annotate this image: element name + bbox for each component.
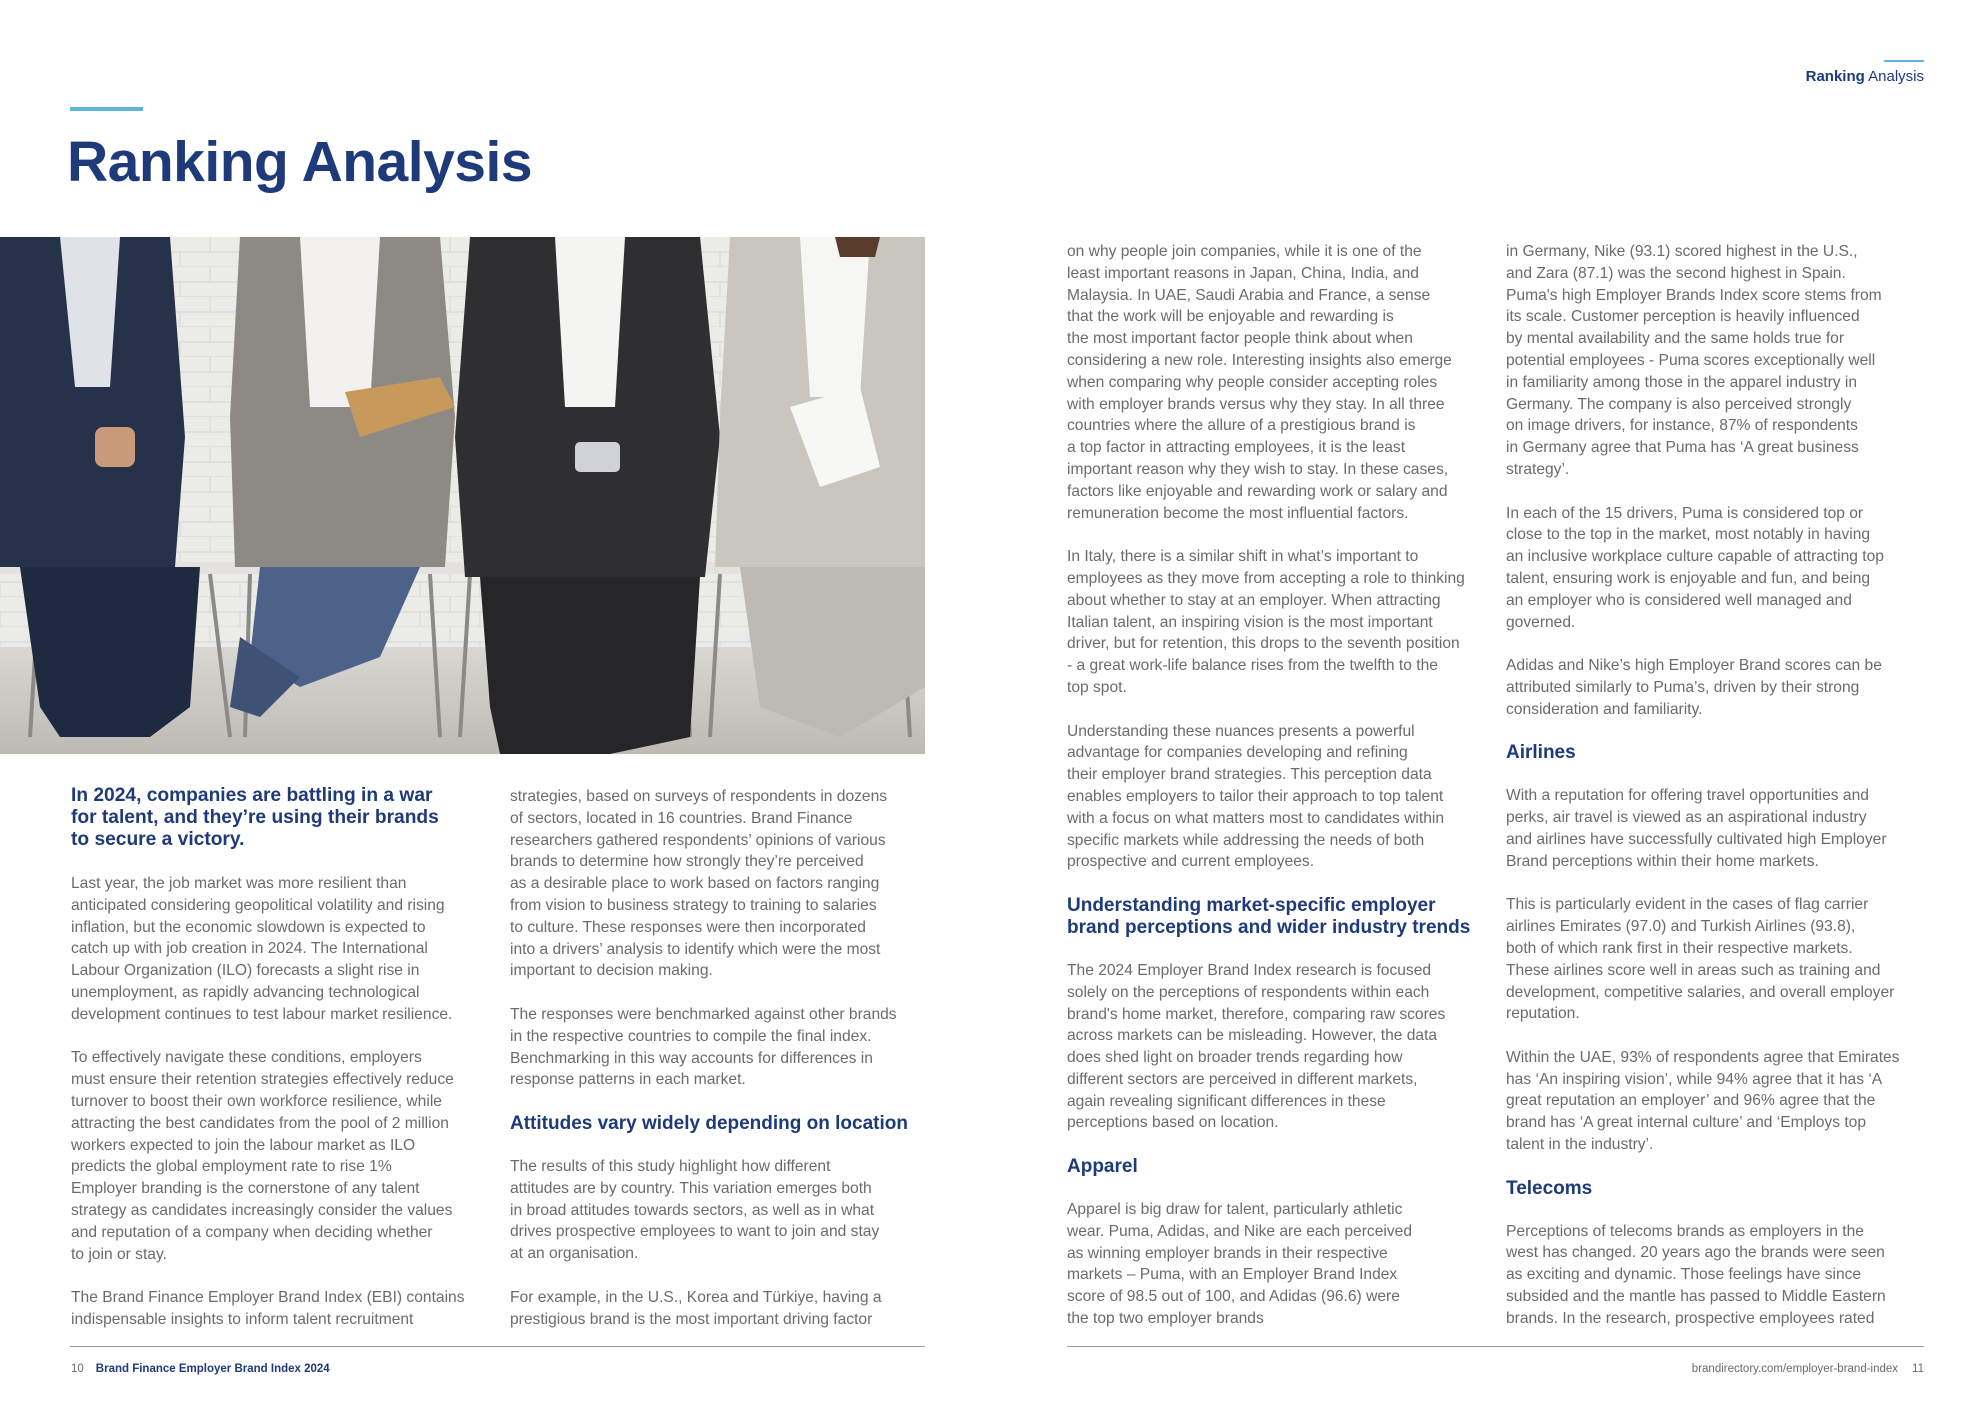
text-column-1 (71, 785, 491, 1331)
footer-left (71, 1363, 330, 1375)
paragraph: The 2024 Employer Brand Index research is focused solely on the perceptions of respondents within each brand's home market, therefore, comparing raw scores across markets can be misleading. However, the data does shed light on broader trends regarding how different sectors are perceived in different markets, again revealing significant differences in these perceptions based on location. (1067, 961, 1446, 1132)
lead-paragraph: In 2024, companies are battling in a war for talent, and they’re using their brands to secure a victory. (71, 785, 439, 850)
paragraph: Last year, the job market was more resilient than anticipated considering geopolitical volatility and rising inflation, but the economic slowdown is expected to catch up with job creation in 2024. The International Labour Organization (ILO) forecasts a slight rise in unemployment, as rapidly advancing technological development continues to test labour market resilience. (71, 875, 453, 1023)
section-heading: Apparel (1067, 1156, 1138, 1178)
paragraph: The results of this study highlight how different attitudes are by country. This variation emerges both in broad attitudes towards sectors, as well as in what drives prospective employees to want to join and stay at an organisation. (510, 1157, 880, 1263)
paragraph: With a reputation for offering travel opportunities and perks, air travel is viewed as an aspirational industry and airlines have successfully cultivated high Employer Brand perceptions within their home markets. (1506, 787, 1887, 870)
paragraph: The responses were benchmarked against other brands in the respective countries to compile the final index. Benchmarking in this way accounts for differences in response patterns in each market. (510, 1005, 897, 1089)
section-heading: Telecoms (1506, 1177, 1593, 1199)
footer-right (1692, 1363, 1924, 1375)
paragraph: Within the UAE, 93% of respondents agree that Emirates has ‘An inspiring vision’, while 94% agree that it has ‘A great reputation an employer’ and 96% agree that the brand has ‘A great internal culture’ and ‘Employs top talent in the industry’. (1506, 1048, 1900, 1154)
paragraph: Adidas and Nike’s high Employer Brand scores can be attributed similarly to Puma’s, driven by their strong consideration and familiarity. (1506, 657, 1882, 718)
paragraph: in Germany, Nike (93.1) scored highest in the U.S., and Zara (87.1) was the second highest in Spain. Puma's high Employer Brands Index score stems from its scale. Customer perception is heavily influenced by mental availability and the same holds true for potential employees - Puma scores exceptionally well in familiarity among those in the apparel industry in Germany. The company is also perceived strongly on image drivers, for instance, 87% of respondents in Germany agree that Puma has ‘A great business strategy’. (1506, 243, 1882, 478)
page-title: Ranking Analysis (67, 130, 533, 194)
paragraph: on why people join companies, while it is one of the least important reasons in Japan, China, India, and Malaysia. In UAE, Saudi Arabia and France, a sense that the work will be enjoyable and rewarding is the most important factor people think about when considering a new role. Interesting insights also emerge when comparing why people consider accepting roles with employer brands versus why they stay. In all three countries where the allure of a prestigious brand is a top factor in attracting employees, it is the least important reason why they wish to stay. In these cases, factors like enjoyable and rewarding work or salary and remuneration become the most influential factors. (1067, 243, 1452, 522)
photo-people-sitting-icon (0, 237, 925, 754)
page-number-right: 11 (1912, 1363, 1924, 1375)
footer-rule-left (70, 1346, 925, 1347)
header-accent-bar (1884, 60, 1924, 62)
section-heading: Attitudes vary widely depending on location (510, 1112, 908, 1134)
running-header (1806, 68, 1924, 85)
footer-brand: Brand Finance Employer Brand Index 2024 (95, 1363, 330, 1375)
running-header-bold: Ranking (1805, 68, 1865, 85)
paragraph: Understanding these nuances presents a powerful advantage for companies developing and refining their employer brand strategies. This perception data enables employers to tailor their approach to top talent with a focus on what matters most to candidates within specific markets while addressing the needs of both prospective and current employees. (1067, 722, 1445, 871)
paragraph: For example, in the U.S., Korea and Türkiye, having a prestigious brand is the most important driving factor (510, 1288, 882, 1328)
paragraph: Apparel is big draw for talent, particularly athletic wear. Puma, Adidas, and Nike are each perceived as winning employer brands in their respective markets – Puma, with an Employer Brand Index score of 98.5 out of 100, and Adidas (96.6) were the top two employer brands (1067, 1201, 1412, 1328)
paragraph: Perceptions of telecoms brands as employers in the west has changed. 20 years ago the brands were seen as exciting and dynamic. Those feelings have since subsided and the mantle has passed to Middle Eastern brands. In the research, prospective employees rated (1506, 1222, 1886, 1327)
hero-photo (0, 237, 925, 754)
footer-rule-right (1067, 1346, 1924, 1347)
paragraph: In Italy, there is a similar shift in what’s important to employees as they move from accepting a role to thinking about whether to stay at an employer. When attracting Italian talent, an inspiring vision is the most important driver, but for retention, this drops to the seventh position - a great work-life balance rises from the twelfth to the top spot. (1067, 548, 1465, 696)
text-column-2 (510, 786, 930, 1330)
footer-url-link[interactable]: brandirectory.com/employer-brand-index (1691, 1363, 1899, 1375)
text-column-4 (1506, 241, 1936, 1330)
running-header-rest: Analysis (1864, 68, 1924, 85)
page-number-left: 10 (71, 1363, 84, 1375)
paragraph: In each of the 15 drivers, Puma is considered top or close to the top in the market, most notably in having an inclusive workplace culture capable of attracting top talent, ensuring work is enjoyable and fun, and being an employer who is considered well managed and governed. (1506, 504, 1884, 631)
paragraph: To effectively navigate these conditions, employers must ensure their retention strategies effectively reduce turnover to boost their own workforce resilience, while attracting the best candidates from the pool of 2 million workers expected to join the labour market as ILO predicts the global employment rate to rise 1% Employer branding is the cornerstone of any talent strategy as candidates increasingly consider the values and reputation of a company when deciding whether to join or stay. (71, 1049, 454, 1263)
paragraph: This is particularly evident in the cases of flag carrier airlines Emirates (97.0) and Turkish Airlines (93.8), both of which rank first in their respective markets. These airlines score well in areas such as training and development, competitive salaries, and overall employer reputation. (1506, 896, 1895, 1023)
text-column-3 (1067, 241, 1497, 1330)
paragraph: strategies, based on surveys of respondents in dozens of sectors, located in 16 countries. Brand Finance researchers gathered respondents’ opinions of various brands to determine how strongly they’re perceived as a desirable place to work based on factors ranging from vision to business strategy to training to salaries to culture. These responses were then incorporated into a drivers’ analysis to identify which were the most important to decision making. (510, 788, 888, 980)
section-heading: Airlines (1506, 742, 1576, 764)
paragraph: The Brand Finance Employer Brand Index (EBI) contains indispensable insights to inform talent recruitment (71, 1289, 465, 1328)
title-accent-bar (70, 107, 143, 111)
section-heading: Understanding market-specific employer brand perceptions and wider industry trends (1067, 894, 1471, 938)
